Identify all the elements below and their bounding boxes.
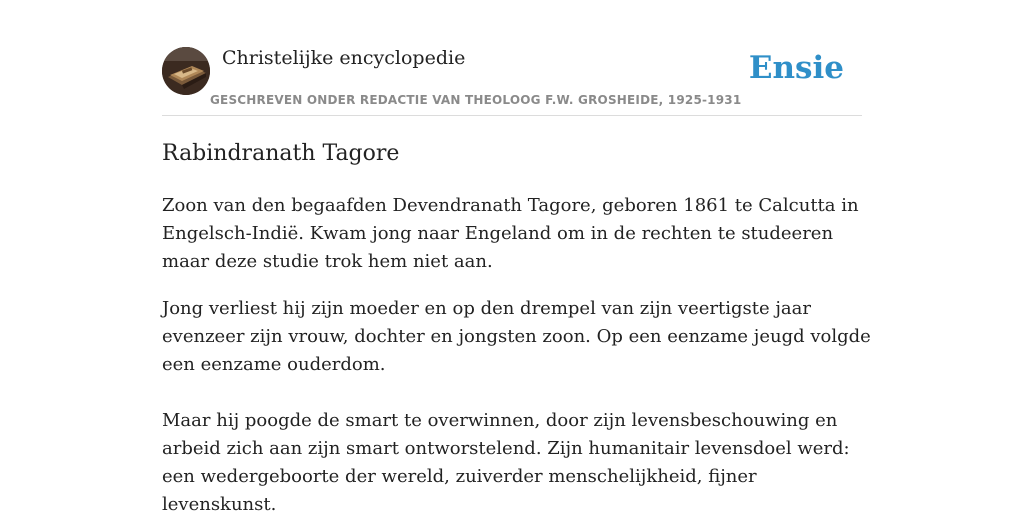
book-icon [162, 47, 210, 95]
book-cover-avatar[interactable] [162, 47, 210, 95]
source-header [162, 46, 862, 116]
article-title: Rabindranath Tagore [162, 141, 400, 166]
source-title[interactable]: Christelijke encyclopedie [222, 47, 466, 69]
article [162, 138, 872, 519]
source-subtitle: GESCHREVEN ONDER REDACTIE VAN THEOLOOG F.W. GROSHEIDE, 1925-1931 [210, 93, 742, 107]
article-paragraph: Jong verliest hij zijn moeder en op den drempel van zijn veertigste jaar evenzeer zijn vrouw, dochter en jongsten zoon. Op een eenzame jeugd volgde een eenzame ouderdom. [162, 298, 871, 375]
article-paragraph: Maar hij poogde de smart te overwinnen, door zijn levensbeschouwing en arbeid zich aan zijn smart ontworstelend. Zijn humanitair levensdoel werd: een wedergeboorte der wereld, zuiverder menschelijkheid, fijner levenskunst. [162, 410, 850, 515]
article-paragraph: Zoon van den begaafden Devendranath Tagore, geboren 1861 te Calcutta in Engelsch-Indië. Kwam jong naar Engeland om in de rechten te studeeren maar deze studie trok hem niet aan. [162, 195, 859, 272]
ensie-logo-link[interactable]: Ensie [748, 50, 844, 86]
